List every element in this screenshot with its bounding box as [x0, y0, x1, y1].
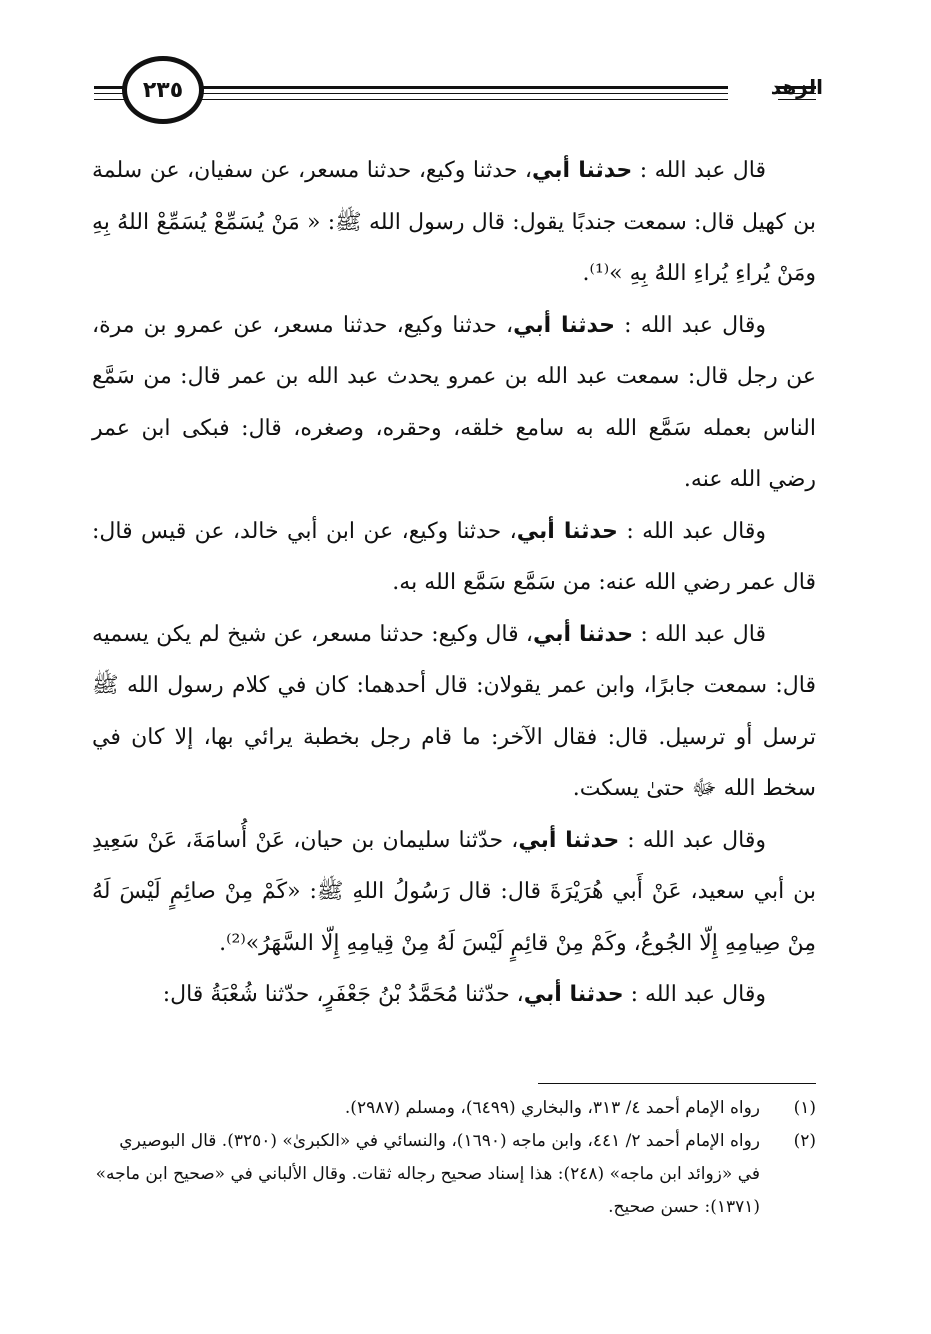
hadith-paragraph: وقال عبد الله : حدثنا أبي، حدّثنا سليمان بن حيان، عَنْ أُسامَةَ، عَنْ سَعِيدِ بن أبي سعيد، عَنْ أَبي هُرَيْرَةَ قال: قال رَسُولُ اللهِ ﷺ: «كَمْ مِنْ صائِمٍ لَيْسَ لَهُ مِنْ صِيامِهِ إِلّا الجُوعُ، وكَمْ مِنْ قائِمٍ لَيْسَ لَهُ مِنْ قِيامِهِ إِلّا السَّهَرُ»⁽²⁾.: [92, 827, 816, 956]
footnote: [92, 1092, 816, 1125]
footnote-text: رواه الإمام أحمد ٤/ ٣١٣، والبخاري (٦٤٩٩)، ومسلم (٢٩٨٧).: [344, 1098, 760, 1118]
footnotes: [92, 1092, 816, 1224]
footnote-separator: [538, 1083, 816, 1084]
hadith-paragraph: وقال عبد الله : حدثنا أبي، حدّثنا مُحَمَّدُ بْنُ جَعْفَرٍ، حدّثنا شُعْبَةُ قال:: [162, 982, 766, 1007]
main-text: [92, 145, 816, 1021]
footnote-number: (٢): [793, 1131, 816, 1151]
footnote: [92, 1125, 816, 1224]
hadith-paragraph: قال عبد الله : حدثنا أبي، قال وكيع: حدثنا مسعر، عن شيخ لم يكن يسميه قال: سمعت جابرًا، وابن عمر يقولان: قال أحدهما: كان في كلام رسول الله ﷺ ترسل أو ترسيل. قال: فقال الآخر: ما قام رجل بخطبة يرائي بها، إلا كان في سخط الله ﷻ حتىٰ يسكت.: [92, 621, 816, 801]
hadith-paragraph: وقال عبد الله : حدثنا أبي، حدثنا وكيع، عن ابن أبي خالد، عن قيس قال: قال عمر رضي الله عنه: من سَمَّع سَمَّع الله به.: [92, 518, 816, 595]
page-header: [0, 0, 931, 140]
section-title: الزهد: [770, 75, 823, 99]
hadith-paragraph: قال عبد الله : حدثنا أبي، حدثنا وكيع، حدثنا مسعر، عن سفيان، عن سلمة بن كهيل قال: سمعت جندبًا يقول: قال رسول الله ﷺ: « مَنْ يُسَمِّعْ يُسَمِّعْ اللهُ بِهِ ومَنْ يُراءِ يُراءِ اللهُ بِهِ »⁽¹⁾.: [92, 158, 816, 286]
page-number: ٢٣٥: [122, 56, 204, 124]
footnote-text: رواه الإمام أحمد ٢/ ٤٤١، وابن ماجه (١٦٩٠)، والنسائي في «الكبرىٰ» (٣٢٥٠). قال البوصيري في «زوائد ابن ماجه» (٢٤٨): هذا إسناد صحيح رجاله ثقات. وقال الألباني في «صحيح ابن ماجه» (١٣٧١): حسن صحيح.: [95, 1131, 760, 1217]
hadith-paragraph: وقال عبد الله : حدثنا أبي، حدثنا وكيع، حدثنا مسعر، عن عمرو بن مرة، عن رجل قال: سمعت عبد الله بن عمرو يحدث عبد الله بن عمر قال: من سَمَّع الناس بعمله سَمَّع الله به سامع خلقه، وحقره، وصغره، قال: فبكى ابن عمر رضي الله عنه.: [92, 312, 816, 492]
footnote-number: (١): [793, 1098, 816, 1118]
header-rule: [778, 99, 816, 100]
